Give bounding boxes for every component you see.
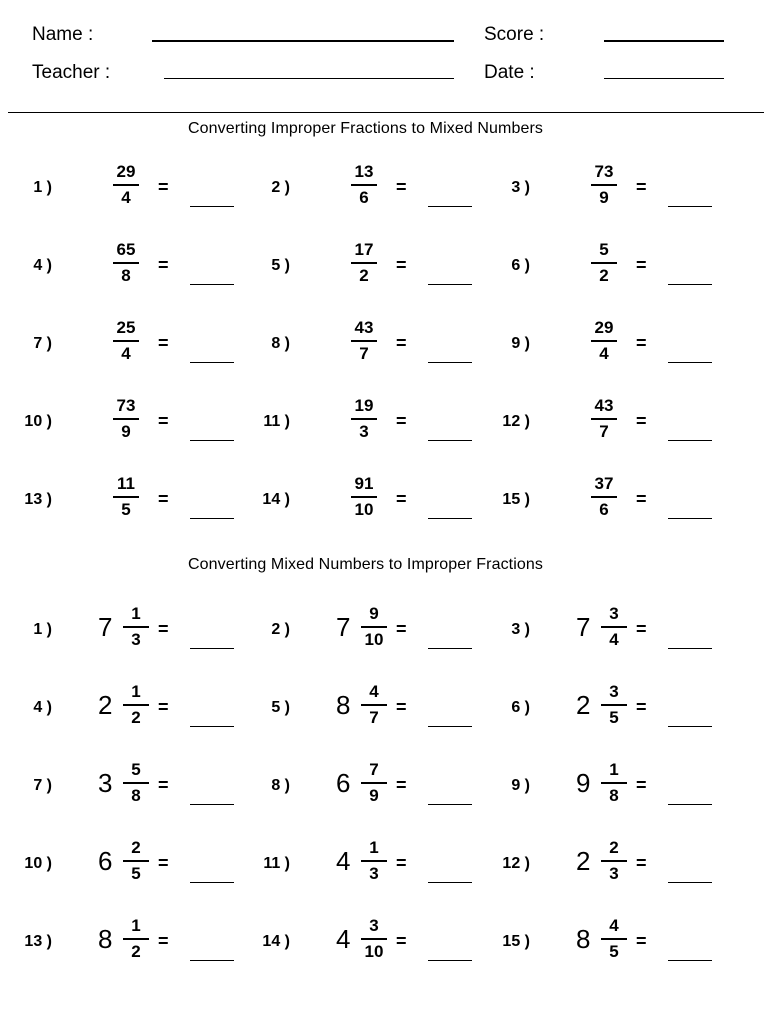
fraction-bar [601,704,627,706]
answer-blank[interactable] [190,362,234,363]
whole-number: 8 [336,690,351,720]
fraction-bar [601,782,627,784]
fraction-bar [351,496,377,498]
numerator: 2 [609,838,619,857]
denominator: 6 [599,500,609,519]
problem-number: 8 ) [271,777,290,794]
numerator: 43 [354,318,374,337]
equals-sign: = [158,489,169,509]
numerator: 65 [116,240,136,259]
answer-blank[interactable] [190,518,234,519]
denominator: 5 [609,708,619,727]
problem-number: 4 ) [33,257,52,274]
denominator: 10 [364,630,384,649]
answer-blank[interactable] [190,284,234,285]
fraction [344,318,384,364]
problem-item [10,682,250,738]
numerator: 29 [594,318,614,337]
problem-number: 4 ) [33,699,52,716]
equals-sign: = [158,255,169,275]
fraction [594,604,634,650]
fraction [344,240,384,286]
denominator: 7 [369,708,379,727]
problem-number: 9 ) [511,777,530,794]
fraction-bar [361,938,387,940]
fraction-bar [113,340,139,342]
denominator: 4 [599,344,609,363]
problem-item [10,604,250,660]
fraction [584,396,624,442]
problem-item [488,318,728,374]
whole-number: 6 [98,846,113,876]
fraction [116,916,156,962]
problem-number: 15 ) [502,491,530,508]
problem-item [248,162,488,218]
equals-sign: = [396,489,407,509]
problem-item [488,240,728,296]
section2-title: Converting Mixed Numbers to Improper Fractions [188,556,543,573]
date-label: Date : [484,62,535,83]
numerator: 5 [599,240,609,259]
numerator: 3 [609,604,619,623]
denominator: 6 [359,188,369,207]
answer-blank[interactable] [428,960,472,961]
problem-item [248,760,488,816]
equals-sign: = [158,411,169,431]
fraction [354,682,394,728]
denominator: 8 [121,266,131,285]
problem-number: 13 ) [24,933,52,950]
problem-number: 12 ) [502,855,530,872]
date-field-line[interactable] [604,78,724,79]
denominator: 10 [364,942,384,961]
numerator: 1 [131,604,141,623]
answer-blank[interactable] [668,518,712,519]
fraction [106,396,146,442]
problem-item [248,916,488,972]
numerator: 1 [609,760,619,779]
problem-item [248,240,488,296]
fraction-bar [351,340,377,342]
problem-number: 15 ) [502,933,530,950]
denominator: 7 [599,422,609,441]
fraction [584,240,624,286]
denominator: 4 [121,188,131,207]
equals-sign: = [158,853,169,873]
whole-number: 7 [336,612,351,642]
fraction [116,838,156,884]
problem-item [248,682,488,738]
numerator: 4 [369,682,379,701]
whole-number: 4 [336,846,351,876]
answer-blank[interactable] [428,882,472,883]
whole-number: 9 [576,768,591,798]
fraction-bar [123,938,149,940]
fraction [116,760,156,806]
answer-blank[interactable] [190,440,234,441]
numerator: 4 [609,916,619,935]
problem-number: 14 ) [262,491,290,508]
equals-sign: = [158,619,169,639]
equals-sign: = [158,177,169,197]
denominator: 4 [609,630,619,649]
numerator: 5 [131,760,141,779]
fraction-bar [123,782,149,784]
answer-blank[interactable] [668,804,712,805]
problem-number: 7 ) [33,777,52,794]
problem-number: 13 ) [24,491,52,508]
numerator: 3 [609,682,619,701]
equals-sign: = [636,411,647,431]
equals-sign: = [636,619,647,639]
fraction [344,396,384,442]
fraction-bar [361,782,387,784]
equals-sign: = [158,333,169,353]
numerator: 43 [594,396,614,415]
fraction [354,916,394,962]
whole-number: 2 [98,690,113,720]
score-field-line[interactable] [604,40,724,42]
answer-blank[interactable] [668,960,712,961]
answer-blank[interactable] [190,726,234,727]
answer-blank[interactable] [190,648,234,649]
equals-sign: = [396,177,407,197]
numerator: 73 [594,162,614,181]
answer-blank[interactable] [428,804,472,805]
score-label: Score : [484,24,545,45]
numerator: 7 [369,760,379,779]
fraction [584,318,624,364]
fraction [106,162,146,208]
equals-sign: = [396,411,407,431]
denominator: 8 [131,786,141,805]
fraction-bar [601,938,627,940]
fraction-bar [591,262,617,264]
problem-item [488,760,728,816]
problem-item [10,318,250,374]
denominator: 3 [359,422,369,441]
problem-item [488,474,728,530]
answer-blank[interactable] [668,440,712,441]
denominator: 9 [599,188,609,207]
fraction-bar [591,496,617,498]
fraction-bar [123,626,149,628]
whole-number: 7 [576,612,591,642]
fraction-bar [591,184,617,186]
denominator: 4 [121,344,131,363]
problem-item [10,838,250,894]
numerator: 1 [131,682,141,701]
equals-sign: = [636,489,647,509]
problem-item [488,682,728,738]
problem-number: 9 ) [511,335,530,352]
fraction-bar [601,860,627,862]
problem-item [10,162,250,218]
answer-blank[interactable] [428,518,472,519]
fraction-bar [591,418,617,420]
problem-item [488,604,728,660]
numerator: 19 [354,396,374,415]
problem-number: 10 ) [24,413,52,430]
name-field-line[interactable] [152,40,454,42]
fraction [116,682,156,728]
denominator: 2 [131,708,141,727]
problem-number: 6 ) [511,699,530,716]
numerator: 91 [354,474,374,493]
fraction-bar [351,262,377,264]
problem-number: 2 ) [271,621,290,638]
problem-item [248,838,488,894]
problem-number: 5 ) [271,257,290,274]
problem-item [10,474,250,530]
problem-item [10,916,250,972]
equals-sign: = [158,775,169,795]
answer-blank[interactable] [668,362,712,363]
problem-number: 12 ) [502,413,530,430]
answer-blank[interactable] [428,726,472,727]
problem-number: 7 ) [33,335,52,352]
problem-item [488,916,728,972]
fraction-bar [351,418,377,420]
problem-number: 1 ) [33,179,52,196]
fraction-bar [601,626,627,628]
numerator: 17 [354,240,374,259]
problem-item [248,604,488,660]
denominator: 2 [599,266,609,285]
denominator: 10 [354,500,374,519]
problem-item [488,396,728,452]
whole-number: 4 [336,924,351,954]
equals-sign: = [636,255,647,275]
answer-blank[interactable] [190,206,234,207]
problem-number: 11 ) [263,413,290,430]
denominator: 9 [121,422,131,441]
fraction [594,682,634,728]
fraction [354,604,394,650]
equals-sign: = [636,775,647,795]
problem-number: 1 ) [33,621,52,638]
numerator: 37 [594,474,614,493]
equals-sign: = [396,697,407,717]
fraction-bar [113,262,139,264]
problem-item [248,474,488,530]
problem-number: 5 ) [271,699,290,716]
answer-blank[interactable] [428,440,472,441]
name-label: Name : [32,24,94,45]
numerator: 29 [116,162,136,181]
whole-number: 2 [576,690,591,720]
problem-number: 3 ) [511,621,530,638]
fraction [106,318,146,364]
fraction [116,604,156,650]
numerator: 25 [116,318,136,337]
fraction-bar [351,184,377,186]
problem-number: 10 ) [24,855,52,872]
teacher-field-line[interactable] [164,78,454,79]
denominator: 3 [369,864,379,883]
problem-item [488,838,728,894]
answer-blank[interactable] [668,726,712,727]
fraction-bar [113,418,139,420]
teacher-label: Teacher : [32,62,111,83]
equals-sign: = [636,177,647,197]
answer-blank[interactable] [190,804,234,805]
answer-blank[interactable] [668,882,712,883]
equals-sign: = [636,931,647,951]
fraction [106,474,146,520]
problem-item [248,396,488,452]
problem-number: 8 ) [271,335,290,352]
answer-blank[interactable] [190,960,234,961]
equals-sign: = [636,853,647,873]
problem-number: 11 ) [263,855,290,872]
numerator: 2 [131,838,141,857]
denominator: 5 [131,864,141,883]
problem-number: 3 ) [511,179,530,196]
fraction [584,474,624,520]
denominator: 5 [121,500,131,519]
numerator: 3 [369,916,379,935]
denominator: 8 [609,786,619,805]
answer-blank[interactable] [190,882,234,883]
fraction-bar [123,860,149,862]
answer-blank[interactable] [428,284,472,285]
equals-sign: = [158,931,169,951]
equals-sign: = [636,697,647,717]
fraction-bar [361,860,387,862]
equals-sign: = [636,333,647,353]
answer-blank[interactable] [668,206,712,207]
answer-blank[interactable] [668,648,712,649]
answer-blank[interactable] [428,206,472,207]
answer-blank[interactable] [428,648,472,649]
problem-item [10,760,250,816]
section1-title: Converting Improper Fractions to Mixed Numbers [188,120,543,137]
numerator: 1 [369,838,379,857]
fraction [354,760,394,806]
numerator: 13 [354,162,374,181]
numerator: 1 [131,916,141,935]
answer-blank[interactable] [668,284,712,285]
fraction [594,760,634,806]
denominator: 3 [131,630,141,649]
numerator: 11 [117,474,135,493]
problem-item [10,396,250,452]
fraction-bar [591,340,617,342]
equals-sign: = [158,697,169,717]
denominator: 2 [131,942,141,961]
fraction [344,162,384,208]
problem-number: 14 ) [262,933,290,950]
fraction-bar [361,626,387,628]
problem-item [248,318,488,374]
whole-number: 2 [576,846,591,876]
equals-sign: = [396,619,407,639]
fraction-bar [123,704,149,706]
fraction-bar [113,496,139,498]
equals-sign: = [396,931,407,951]
fraction [594,838,634,884]
equals-sign: = [396,333,407,353]
problem-item [10,240,250,296]
numerator: 9 [369,604,379,623]
problem-number: 6 ) [511,257,530,274]
fraction-bar [361,704,387,706]
problem-number: 2 ) [271,179,290,196]
fraction [106,240,146,286]
whole-number: 6 [336,768,351,798]
denominator: 9 [369,786,379,805]
fraction [354,838,394,884]
whole-number: 3 [98,768,113,798]
denominator: 7 [359,344,369,363]
denominator: 3 [609,864,619,883]
fraction-bar [113,184,139,186]
denominator: 2 [359,266,369,285]
whole-number: 7 [98,612,113,642]
denominator: 5 [609,942,619,961]
fraction [584,162,624,208]
equals-sign: = [396,853,407,873]
whole-number: 8 [576,924,591,954]
problem-item [488,162,728,218]
answer-blank[interactable] [428,362,472,363]
header-divider [8,112,764,113]
fraction [594,916,634,962]
whole-number: 8 [98,924,113,954]
numerator: 73 [116,396,136,415]
fraction [344,474,384,520]
equals-sign: = [396,775,407,795]
equals-sign: = [396,255,407,275]
